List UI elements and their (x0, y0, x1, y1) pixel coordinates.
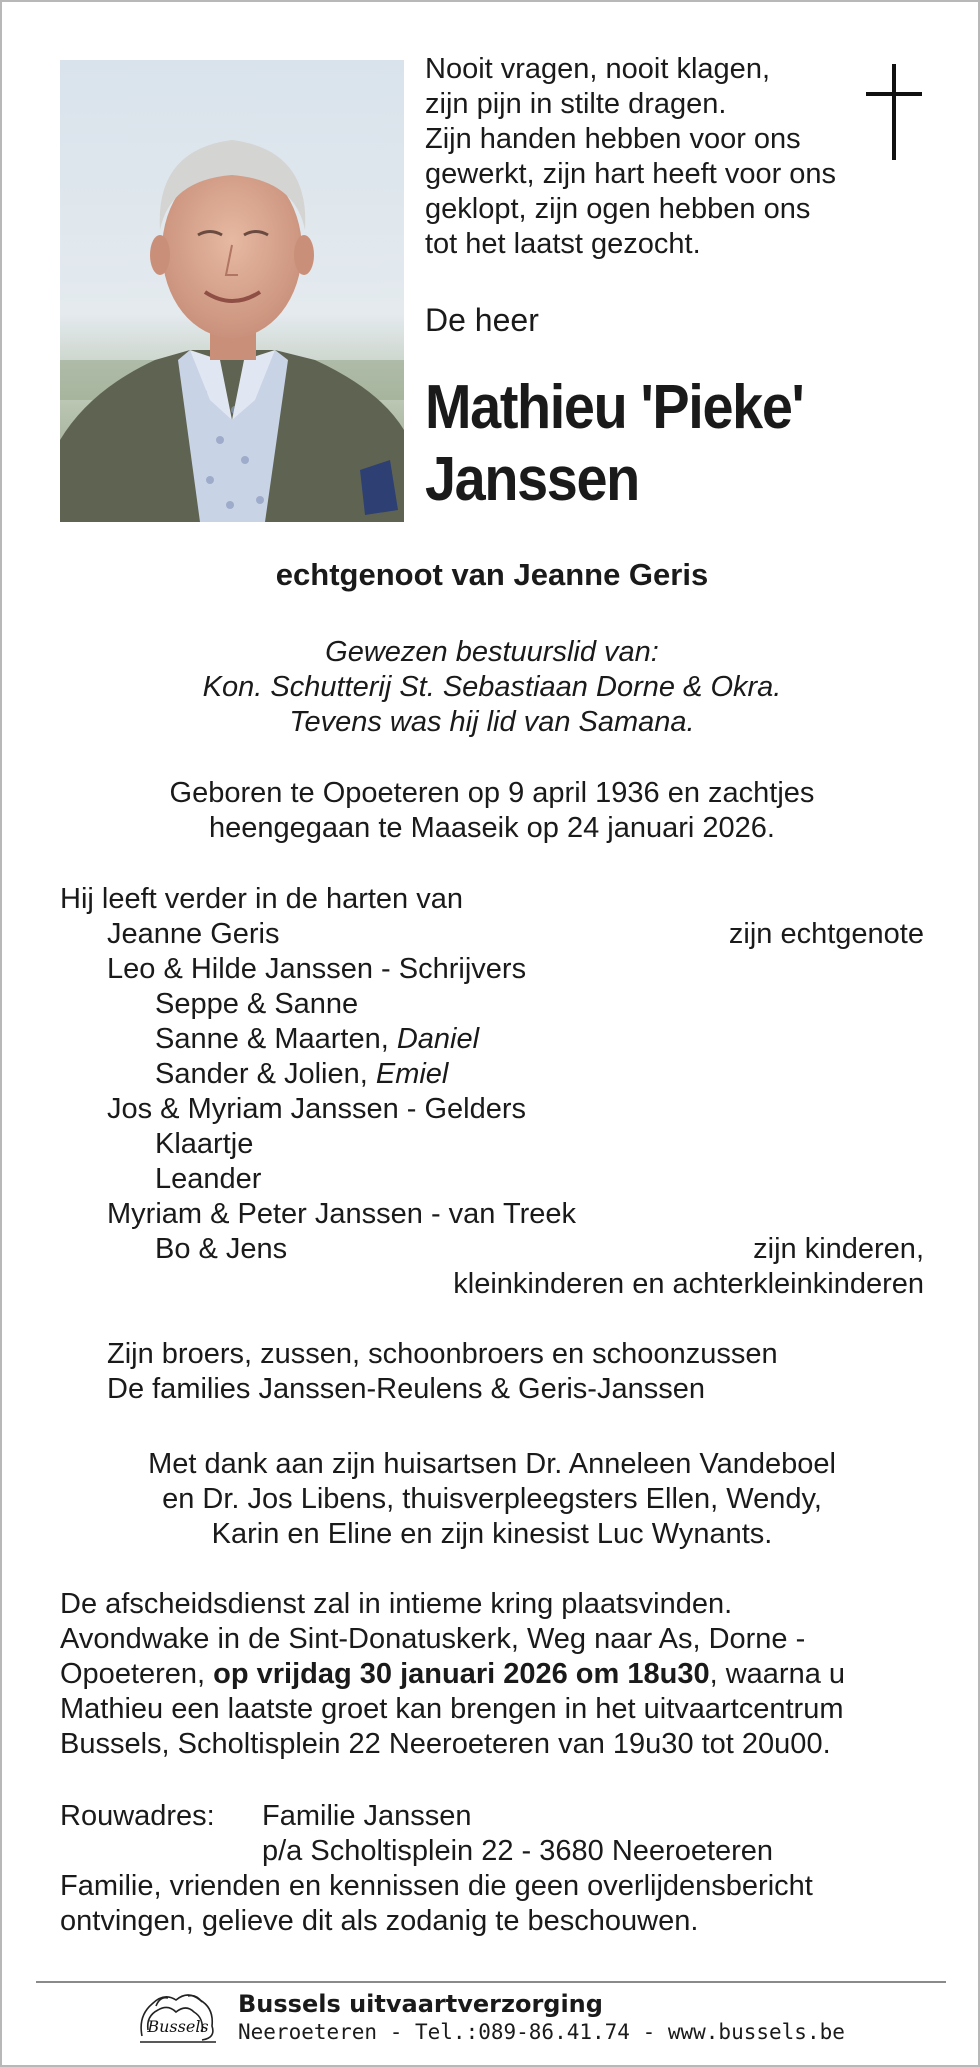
great-grandchild-name: Daniel (396, 1023, 480, 1055)
address-name-row (60, 1799, 940, 1834)
thanks-line: en Dr. Jos Libens, thuisverpleegsters Ellen, Wendy, (162, 1483, 822, 1515)
grandchild-names: Sanne & Maarten, (155, 1023, 397, 1055)
membership-line: Tevens was hij lid van Samana. (289, 706, 695, 738)
grandchild-row (60, 1057, 924, 1092)
address-street: p/a Scholtisplein 22 - 3680 Neeroeteren (262, 1835, 774, 1867)
service-text: , waarna u (709, 1658, 846, 1690)
deceased-name (425, 372, 803, 516)
logo-text: Bussels (147, 2017, 209, 2036)
spouse-line: echtgenoot van Jeanne Geris (275, 557, 709, 592)
family-list (60, 882, 924, 1407)
grandchildren-role-row (60, 1267, 924, 1302)
memberships (2, 635, 980, 740)
child-row: Myriam & Peter Janssen - van Treek (107, 1198, 576, 1230)
mourning-address (60, 1799, 940, 1939)
family-intro: Hij leeft verder in de harten van (60, 883, 463, 915)
poem-line: tot het laatst gezocht. (425, 228, 701, 260)
poem-line: zijn pijn in stilte dragen. (425, 88, 727, 120)
service-line: Mathieu een laatste groet kan brengen in het uitvaartcentrum (60, 1693, 844, 1725)
thanks-line: Met dank aan zijn huisartsen Dr. Anneleen Vandeboel (148, 1448, 836, 1480)
child-row: Jos & Myriam Janssen - Gelders (107, 1093, 527, 1125)
grandchild-row: Seppe & Sanne (155, 988, 359, 1020)
portrait-photo (60, 60, 404, 522)
poem-line: Nooit vragen, nooit klagen, (425, 53, 770, 85)
company-footer (238, 1990, 845, 2046)
membership-line: Gewezen bestuurslid van: (325, 636, 659, 668)
birth-line: Geboren te Opoeteren op 9 april 1936 en zachtjes (169, 777, 815, 809)
address-note: Familie, vrienden en kennissen die geen overlijdensbericht (60, 1870, 813, 1902)
poem-line: gewerkt, zijn hart heeft voor ons (425, 158, 837, 190)
great-grandchild-name: Emiel (375, 1058, 449, 1090)
company-contact: Neeroeteren - Tel.:089-86.41.74 - www.bussels.be (238, 2020, 845, 2044)
address-name: Familie Janssen (262, 1800, 472, 1832)
cross-icon (866, 64, 922, 160)
company-name: Bussels uitvaartverzorging (238, 1990, 603, 2018)
service-date: op vrijdag 30 januari 2026 om 18u30 (213, 1658, 710, 1690)
death-line: heengegaan te Maaseik op 24 januari 2026. (209, 812, 775, 844)
service-line (60, 1657, 940, 1692)
membership-line: Kon. Schutterij St. Sebastiaan Dorne & Okra. (202, 671, 782, 703)
grandchild-row: Leander (155, 1163, 262, 1195)
footer-divider (36, 1981, 946, 1983)
company-logo (132, 1986, 224, 2048)
service-text: Opoeteren, (60, 1658, 214, 1690)
spouse-name: Jeanne Geris (107, 918, 280, 950)
grandchild-names: Bo & Jens (155, 1233, 288, 1265)
grandchild-row (60, 1022, 924, 1057)
grandchild-row: Klaartje (155, 1128, 254, 1160)
poem-line: geklopt, zijn ogen hebben ons (425, 193, 811, 225)
grandchild-row (60, 1232, 924, 1267)
name-line: Mathieu 'Pieke' (425, 373, 804, 442)
family-spouse-row (60, 917, 924, 952)
thanks-line: Karin en Eline en zijn kinesist Luc Wynants. (211, 1518, 773, 1550)
name-line: Janssen (425, 445, 639, 514)
service-info (60, 1587, 940, 1762)
service-line: Avondwake in de Sint-Donatuskerk, Weg naar As, Dorne - (60, 1623, 806, 1655)
siblings-row: Zijn broers, zussen, schoonbroers en schoonzussen (107, 1338, 778, 1370)
children-role: zijn kinderen, (753, 1233, 924, 1265)
address-label: Rouwadres: (60, 1800, 215, 1832)
service-line: De afscheidsdienst zal in intieme kring plaatsvinden. (60, 1588, 733, 1620)
poem-line: Zijn handen hebben voor ons (425, 123, 801, 155)
service-line: Bussels, Scholtisplein 22 Neeroeteren van 19u30 tot 20u00. (60, 1728, 831, 1760)
memorial-poem (425, 52, 885, 262)
grandchildren-role: kleinkinderen en achterkleinkinderen (453, 1268, 924, 1300)
address-note: ontvingen, gelieve dit als zodanig te beschouwen. (60, 1905, 699, 1937)
grandchild-names: Sander & Jolien, (155, 1058, 376, 1090)
child-row: Leo & Hilde Janssen - Schrijvers (107, 953, 527, 985)
thanks-text (2, 1447, 980, 1552)
spouse-role: zijn echtgenote (728, 918, 924, 950)
families-row: De families Janssen-Reulens & Geris-Janssen (107, 1373, 705, 1405)
honorific: De heer (425, 302, 539, 338)
birth-death-info (2, 776, 980, 846)
spacer (60, 1302, 924, 1337)
